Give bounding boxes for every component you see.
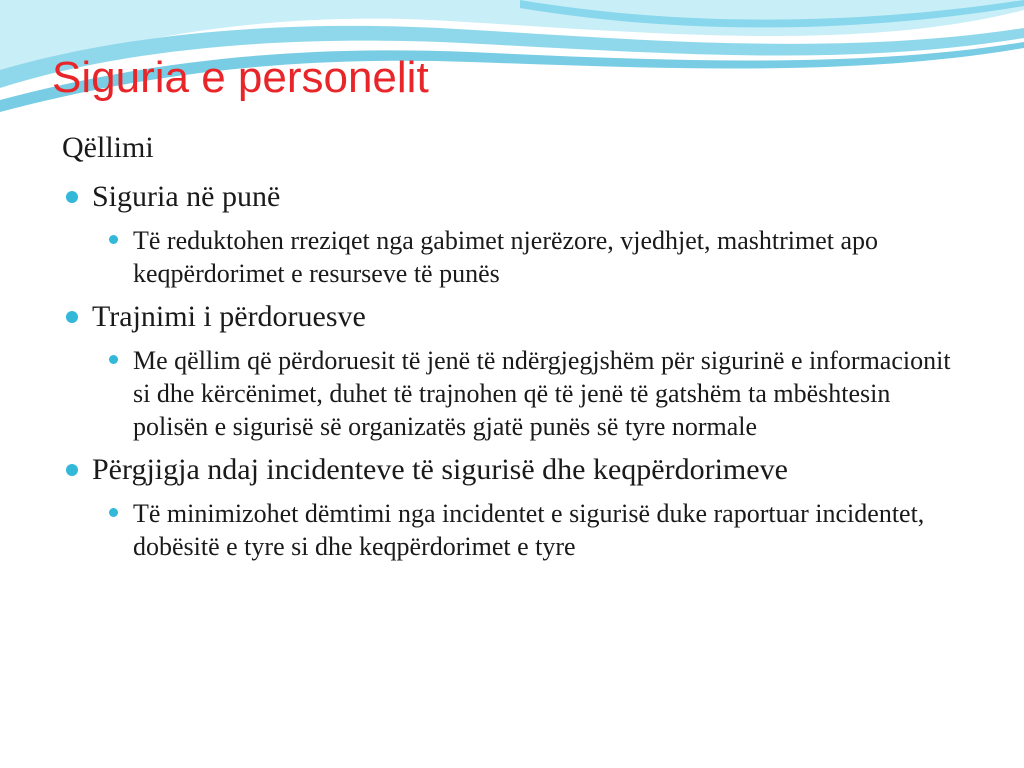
bullet-dot-icon [66, 311, 78, 323]
bullet-dot-icon [66, 464, 78, 476]
bullet-user-training [62, 298, 962, 336]
bullet-label: Përgjigja ndaj incidenteve të sigurisë dhe keqpërdorimeve [92, 453, 788, 486]
sub-bullet [105, 224, 963, 290]
bullet-dot-icon [109, 235, 118, 244]
sub-bullet [105, 497, 963, 563]
sub-bullet-text: Me qëllim që përdoruesit të jenë të ndërgjegjshëm për sigurinë e informacionit si dhe kërcënimet, duhet të trajnohen që të jenë të gatshëm ta mbështesin polisën e sigurisë së organizatës gjatë punës së tyre normale [133, 346, 951, 441]
slide-content [62, 128, 962, 571]
bullet-dot-icon [109, 508, 118, 517]
bullet-dot-icon [66, 191, 78, 203]
section-heading: Qëllimi [62, 131, 154, 164]
sub-bullet [105, 344, 963, 443]
bullet-workplace-security [62, 178, 962, 216]
bullet-incident-response [62, 451, 962, 489]
bullet-label: Trajnimi i përdoruesve [92, 300, 366, 333]
bullet-dot-icon [109, 355, 118, 364]
slide-title: Siguria e personelit [52, 53, 429, 102]
sub-bullet-text: Të reduktohen rreziqet nga gabimet njerëzore, vjedhjet, mashtrimet apo keqpërdorimet e resurseve të punës [133, 226, 879, 288]
sub-bullet-text: Të minimizohet dëmtimi nga incidentet e sigurisë duke raportuar incidentet, dobësitë e tyre si dhe keqpërdorimet e tyre [133, 499, 925, 561]
bullet-label: Siguria në punë [92, 180, 281, 213]
